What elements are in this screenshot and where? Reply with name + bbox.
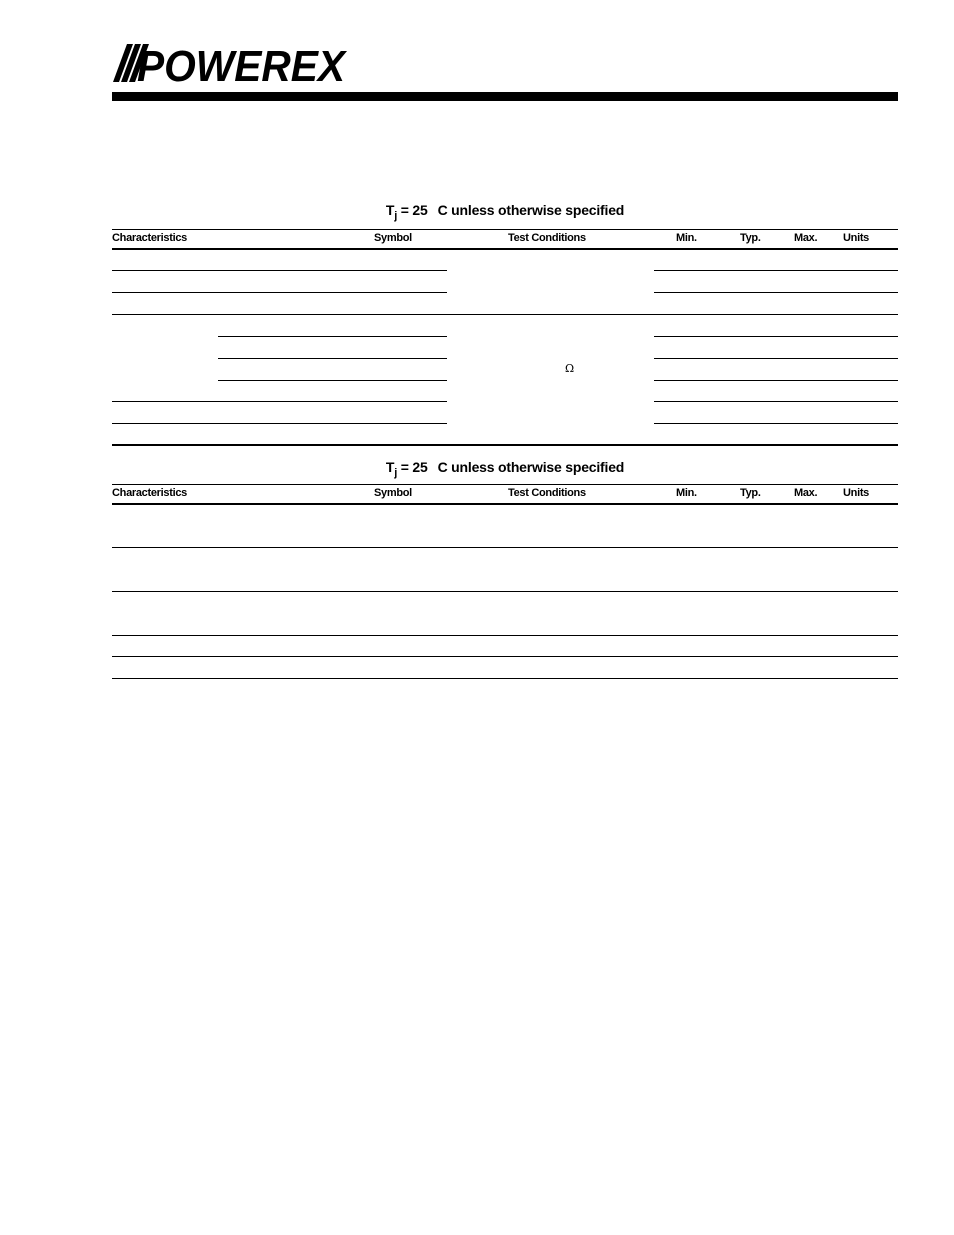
col-max: Max. <box>794 232 818 244</box>
logo-wordmark: POWEREX <box>137 42 347 86</box>
header-bar <box>112 92 898 101</box>
table2-top-rule <box>112 484 898 485</box>
col-test-conditions: Test Conditions <box>508 487 586 499</box>
table1-group-rule <box>112 314 898 315</box>
col-characteristics: Characteristics <box>112 487 187 499</box>
table1-row-rule <box>654 380 898 381</box>
col-min: Min. <box>676 487 697 499</box>
table2-row-rule <box>112 635 898 636</box>
col-symbol: Symbol <box>374 232 412 244</box>
col-units: Units <box>843 232 870 244</box>
table1-row-rule <box>654 292 898 293</box>
table1-row-rule <box>654 270 898 271</box>
table1-row-rule <box>218 358 447 359</box>
powerex-logo <box>113 42 347 86</box>
col-units: Units <box>843 487 870 499</box>
col-symbol: Symbol <box>374 487 412 499</box>
table2-row-rule <box>112 547 898 548</box>
table1-bottom-rule <box>112 444 898 446</box>
table1-header-rule <box>112 248 898 250</box>
col-characteristics: Characteristics <box>112 232 187 244</box>
table1-top-rule <box>112 229 898 230</box>
table1-row-rule <box>654 423 898 424</box>
table1-row-rule <box>112 423 447 424</box>
col-max: Max. <box>794 487 818 499</box>
table1-header-row <box>112 229 898 247</box>
table2-row-rule <box>112 591 898 592</box>
table1-row-rule <box>654 358 898 359</box>
col-min: Min. <box>676 232 697 244</box>
col-test-conditions: Test Conditions <box>508 232 586 244</box>
table1-row-rule <box>218 336 447 337</box>
table2-condition: $T_j = 25$ C unless otherwise specified <box>385 459 625 479</box>
col-typ: Typ. <box>740 232 761 244</box>
table1-row-rule <box>654 336 898 337</box>
table1-row-rule <box>112 292 447 293</box>
ohm-symbol: Ω <box>565 362 575 375</box>
table1-row-rule <box>112 270 447 271</box>
table2-row-rule <box>112 656 898 657</box>
table1-condition: $T_j = 25$ C unless otherwise specified <box>385 202 625 222</box>
table2-header-rule <box>112 503 898 505</box>
table2-header-row <box>112 484 898 502</box>
powerex-logo-graphic <box>113 42 347 86</box>
table2-bottom-rule <box>112 678 898 679</box>
table1-row-rule <box>112 401 447 402</box>
table1-row-rule <box>654 401 898 402</box>
col-typ: Typ. <box>740 487 761 499</box>
table1-row-rule <box>218 380 447 381</box>
